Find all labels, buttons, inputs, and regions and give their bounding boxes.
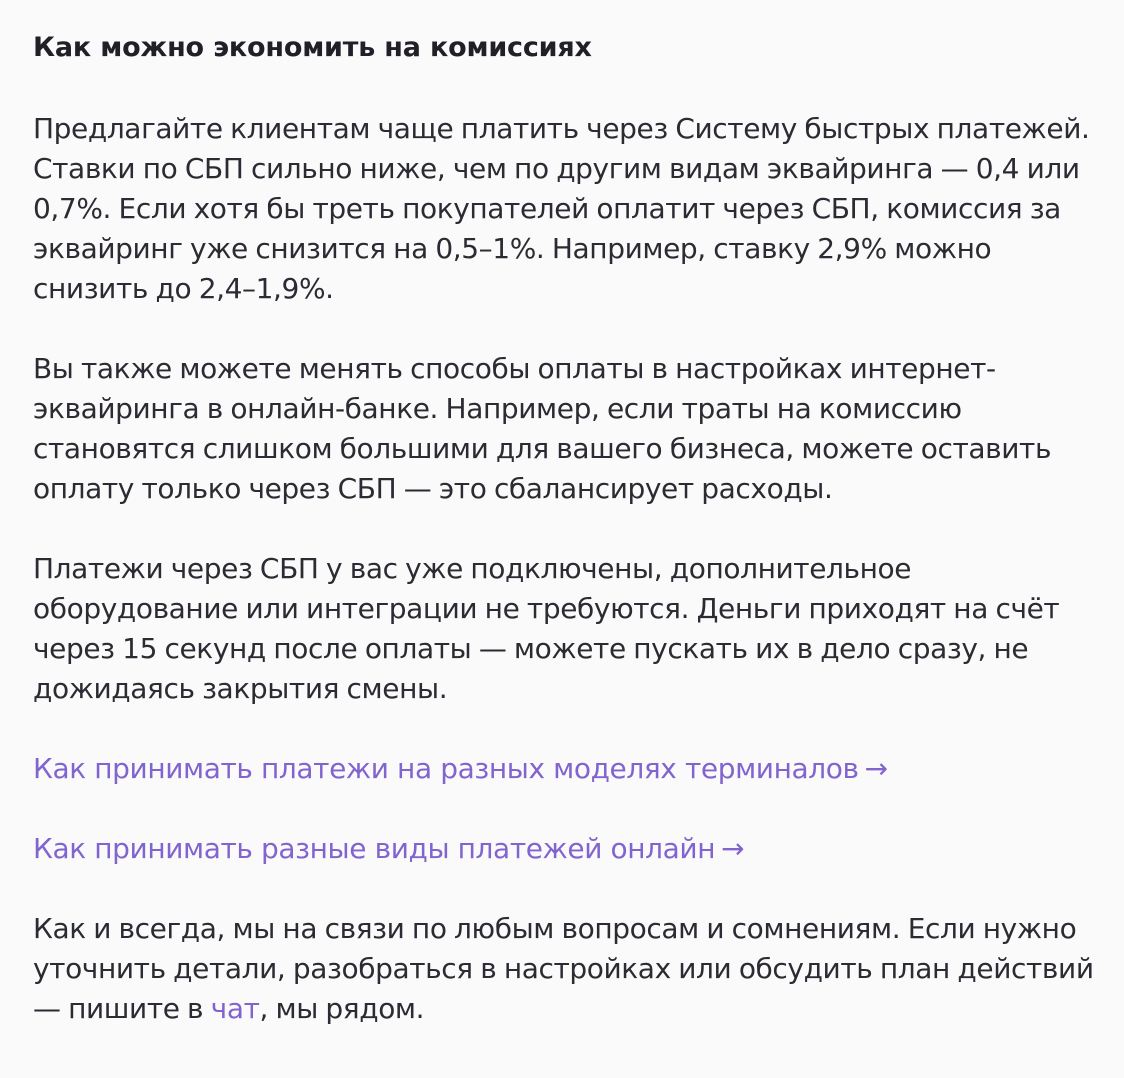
link-row-online bbox=[33, 829, 1103, 869]
terminals-payments-link[interactable] bbox=[33, 752, 888, 785]
arrow-right-icon: → bbox=[864, 752, 888, 785]
paragraph-sbp-connected: Платежи через СБП у вас уже подключены, дополнительное оборудование или интеграции не требуются. Деньги приходят на счёт через 15 секунд после оплаты — можете пускать их в дело сразу, не дожидаясь закрытия смены. bbox=[33, 552, 1060, 705]
paragraph-sbp-rates: Предлагайте клиентам чаще платить через Систему быстрых платежей. Ставки по СБП сильно ниже, чем по другим видам эквайринга — 0,4 или 0,7%. Если хотя бы треть покупателей оплатит через СБП, комиссия за эквайринг уже снизится на 0,5–1%. Например, ставку 2,9% можно снизить до 2,4–1,9%. bbox=[33, 112, 1090, 305]
closing-text-before: Как и всегда, мы на связи по любым вопросам и сомнениям. Если нужно уточнить детали, разобраться в настройках или обсудить план действий — пишите в bbox=[33, 912, 1094, 1025]
arrow-right-icon: → bbox=[721, 832, 745, 865]
link-row-terminals bbox=[33, 749, 1103, 789]
article bbox=[33, 28, 1103, 1069]
online-payments-link-label: Как принимать разные виды платежей онлайн bbox=[33, 832, 716, 865]
online-payments-link[interactable] bbox=[33, 832, 744, 865]
closing-text-after: , мы рядом. bbox=[259, 992, 425, 1025]
chat-link[interactable]: чат bbox=[210, 992, 260, 1025]
article-heading: Как можно экономить на комиссиях bbox=[33, 32, 592, 63]
paragraph-closing bbox=[33, 909, 1103, 1029]
paragraph-payment-settings: Вы также можете менять способы оплаты в настройках интернет-эквайринга в онлайн-банке. Например, если траты на комиссию становятся слишком большими для вашего бизнеса, можете оставить оплату только через СБП — это сбалансирует расходы. bbox=[33, 352, 1052, 505]
terminals-payments-link-label: Как принимать платежи на разных моделях терминалов bbox=[33, 752, 859, 785]
